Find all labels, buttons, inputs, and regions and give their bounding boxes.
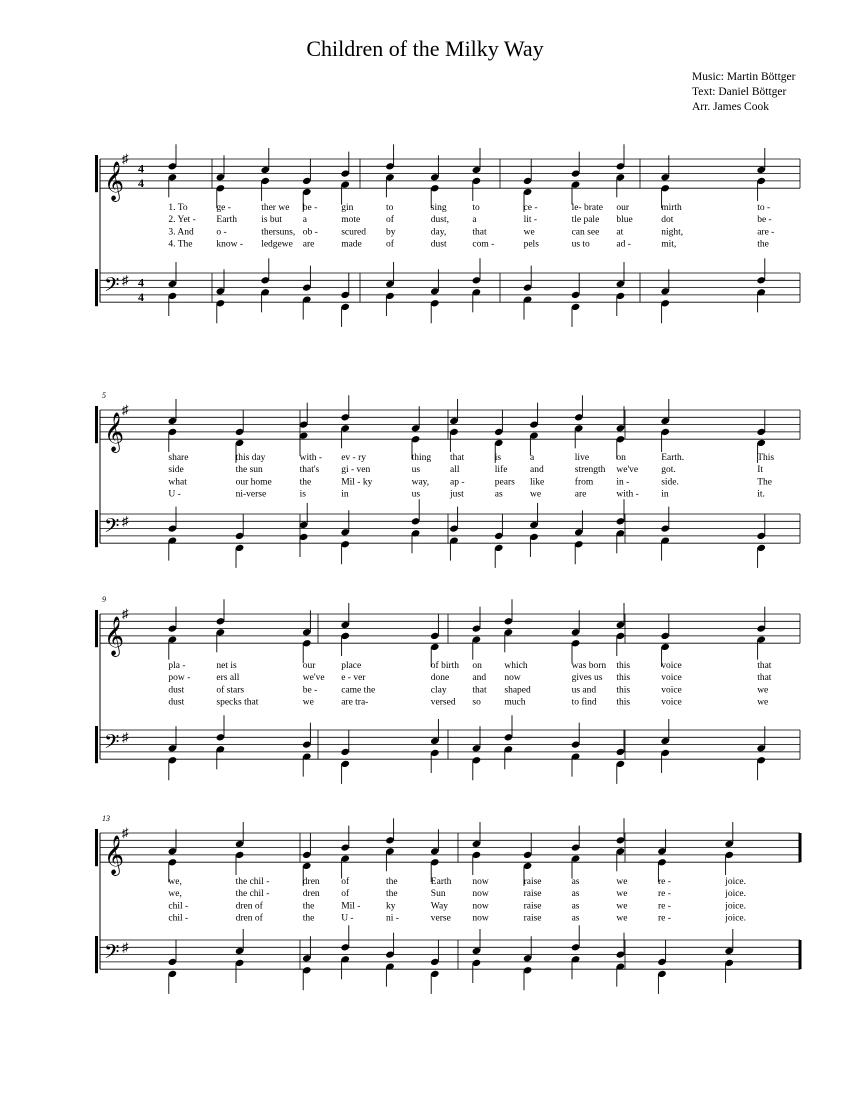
lyric-syllable: on bbox=[616, 453, 626, 463]
lyric-syllable: versed bbox=[430, 697, 456, 708]
lyric-syllable: that bbox=[450, 453, 465, 463]
lyric-syllable: gi - ven bbox=[341, 465, 371, 476]
lyric-syllable: as bbox=[494, 489, 503, 500]
lyric-syllable: that bbox=[472, 227, 487, 238]
lyric-syllable: was born bbox=[571, 661, 607, 671]
time-signature-top: 4 bbox=[138, 161, 144, 176]
lyric-syllable: verse bbox=[430, 913, 451, 924]
lyric-syllable: this bbox=[616, 685, 631, 696]
lyric-syllable: mit, bbox=[661, 239, 677, 250]
lyric-syllable: we bbox=[616, 901, 628, 912]
lyric-syllable: dust bbox=[168, 697, 185, 708]
lyric-syllable: the bbox=[386, 889, 398, 900]
treble-clef-icon: 𝄞 bbox=[104, 618, 125, 656]
lyric-syllable: U - bbox=[341, 913, 354, 924]
lyric-syllable: now bbox=[472, 877, 489, 887]
lyric-syllable: which bbox=[504, 661, 528, 671]
lyric-syllable: mirth bbox=[661, 203, 682, 213]
lyric-syllable: all bbox=[450, 465, 460, 476]
lyric-syllable: day, bbox=[430, 227, 447, 238]
lyric-syllable: gives us bbox=[571, 673, 603, 684]
lyric-syllable: much bbox=[504, 697, 526, 708]
lyric-syllable: the bbox=[299, 477, 312, 488]
lyric-syllable: of stars bbox=[216, 685, 245, 696]
lyric-syllable: clay bbox=[430, 685, 447, 696]
lyric-syllable: voice bbox=[661, 697, 682, 708]
bass-bracket bbox=[95, 510, 98, 547]
lyric-syllable: from bbox=[574, 477, 594, 488]
lyric-syllable: re - bbox=[658, 877, 671, 887]
bass-bracket bbox=[95, 726, 98, 763]
lyric-syllable: net is bbox=[216, 661, 237, 671]
lyric-syllable: to - bbox=[757, 203, 771, 213]
lyric-syllable: life bbox=[494, 465, 508, 476]
lyric-syllable: that bbox=[757, 661, 772, 671]
lyric-syllable: way, bbox=[411, 477, 430, 488]
lyric-syllable: re - bbox=[658, 913, 671, 924]
lyric-syllable: live bbox=[574, 453, 590, 463]
lyric-syllable: ers all bbox=[216, 673, 240, 684]
lyric-syllable: ad - bbox=[616, 239, 631, 250]
lyric-syllable: of bbox=[341, 889, 350, 900]
treble-bracket bbox=[95, 610, 98, 647]
lyric-syllable: that bbox=[472, 685, 487, 696]
lyric-syllable: dren of bbox=[235, 901, 263, 912]
lyric-syllable: Sun bbox=[430, 889, 446, 900]
lyric-syllable: the chil - bbox=[235, 889, 270, 900]
lyric-syllable: 1. To bbox=[168, 203, 188, 213]
lyric-syllable: we, bbox=[168, 889, 182, 900]
lyric-syllable: the chil - bbox=[235, 877, 270, 887]
lyric-syllable: ob - bbox=[302, 227, 318, 238]
lyric-syllable: joice. bbox=[725, 901, 747, 912]
lyric-syllable: dren bbox=[302, 889, 320, 900]
lyric-syllable: Earth. bbox=[661, 453, 685, 463]
treble-bracket bbox=[95, 155, 98, 192]
lyric-syllable: Way bbox=[430, 901, 448, 912]
lyric-syllable: le- brate bbox=[571, 203, 603, 213]
bass-bracket bbox=[95, 936, 98, 973]
lyric-syllable: the bbox=[302, 901, 315, 912]
lyric-syllable: us to bbox=[571, 239, 590, 250]
lyric-syllable: joice. bbox=[725, 877, 747, 887]
lyric-syllable: ther we bbox=[261, 203, 290, 213]
lyric-syllable: place bbox=[341, 661, 362, 671]
lyric-syllable: tle pale bbox=[571, 215, 600, 226]
lyric-syllable: we bbox=[302, 697, 314, 708]
bass-clef-icon: 𝄢 bbox=[104, 274, 120, 301]
lyric-syllable: the bbox=[386, 877, 398, 887]
lyric-syllable: the bbox=[757, 239, 769, 250]
lyric-syllable: a bbox=[302, 215, 308, 226]
lyric-syllable: pla - bbox=[168, 661, 186, 671]
text-credit: Text: Daniel Böttger bbox=[692, 86, 787, 98]
lyric-syllable: got. bbox=[661, 465, 676, 476]
lyric-syllable: U - bbox=[168, 489, 181, 500]
bass-bracket bbox=[95, 269, 98, 306]
lyric-syllable: of bbox=[386, 215, 394, 226]
lyric-syllable: are tra- bbox=[341, 697, 369, 708]
lyric-syllable: a bbox=[472, 215, 477, 226]
lyric-syllable: ky bbox=[386, 901, 396, 912]
lyric-syllable: joice. bbox=[725, 913, 747, 924]
lyric-syllable: Earth bbox=[430, 877, 452, 887]
sharp-key-signature-icon: ♯ bbox=[122, 825, 129, 840]
lyric-syllable: the sun bbox=[235, 465, 263, 476]
lyric-syllable: we bbox=[530, 489, 542, 500]
lyric-syllable: dust bbox=[168, 685, 185, 696]
lyric-syllable: share bbox=[168, 453, 189, 463]
lyric-syllable: re - bbox=[658, 901, 671, 912]
lyric-syllable: we bbox=[616, 889, 628, 900]
lyric-syllable: this bbox=[616, 673, 631, 684]
lyric-syllable: to find bbox=[571, 697, 597, 708]
lyric-syllable: ev - ry bbox=[341, 453, 366, 463]
music-credit: Music: Martin Böttger bbox=[692, 71, 796, 83]
lyric-syllable: now bbox=[472, 901, 489, 912]
lyric-syllable: dust bbox=[430, 239, 447, 250]
lyric-syllable: we bbox=[616, 877, 628, 887]
lyric-syllable: e - ver bbox=[341, 673, 366, 684]
lyric-syllable: The bbox=[757, 477, 772, 488]
arranger-credit: Arr. James Cook bbox=[692, 101, 769, 113]
lyric-syllable: 4. The bbox=[168, 239, 193, 250]
sharp-key-signature-icon: ♯ bbox=[122, 151, 129, 166]
lyric-syllable: scured bbox=[341, 227, 366, 238]
lyric-syllable: ce - bbox=[523, 203, 538, 213]
lyric-syllable: as bbox=[571, 889, 580, 900]
lyric-syllable: that's bbox=[299, 465, 320, 476]
time-signature-bottom: 4 bbox=[138, 290, 144, 305]
lyric-syllable: thersuns, bbox=[261, 227, 296, 238]
lyric-syllable: be - bbox=[757, 215, 772, 226]
sharp-key-signature-icon: ♯ bbox=[122, 272, 129, 288]
measure-number: 9 bbox=[102, 595, 106, 604]
score-title: Children of the Milky Way bbox=[306, 36, 544, 61]
lyric-syllable: is bbox=[494, 453, 502, 463]
lyric-syllable: pears bbox=[494, 477, 515, 488]
lyric-syllable: can see bbox=[571, 227, 600, 238]
sharp-key-signature-icon: ♯ bbox=[122, 402, 129, 417]
measure-number: 5 bbox=[102, 391, 106, 400]
lyric-syllable: raise bbox=[523, 877, 542, 887]
lyric-syllable: know - bbox=[216, 239, 244, 250]
bass-clef-icon: 𝄢 bbox=[104, 515, 120, 542]
sharp-key-signature-icon: ♯ bbox=[122, 729, 129, 745]
lyric-syllable: are - bbox=[757, 227, 775, 238]
lyric-syllable: re - bbox=[658, 889, 671, 900]
lyric-syllable: so bbox=[472, 697, 481, 708]
lyric-syllable: just bbox=[450, 489, 464, 500]
lyric-syllable: made bbox=[341, 239, 362, 250]
lyric-syllable: us and bbox=[571, 685, 597, 696]
lyric-syllable: and bbox=[472, 673, 487, 684]
lyric-syllable: at bbox=[616, 227, 624, 238]
lyric-syllable: ni - bbox=[386, 913, 399, 924]
lyric-syllable: chil - bbox=[168, 913, 189, 924]
lyric-syllable: a bbox=[530, 453, 535, 463]
sharp-key-signature-icon: ♯ bbox=[122, 939, 129, 955]
lyric-syllable: pels bbox=[523, 239, 539, 250]
bass-clef-icon: 𝄢 bbox=[104, 941, 120, 968]
treble-clef-icon: 𝄞 bbox=[104, 414, 125, 452]
lyric-syllable: this bbox=[616, 697, 631, 708]
lyric-syllable: dust, bbox=[430, 215, 450, 226]
lyric-syllable: as bbox=[571, 901, 580, 912]
lyric-syllable: now bbox=[504, 673, 521, 684]
lyric-syllable: now bbox=[472, 913, 489, 924]
lyric-syllable: ap - bbox=[450, 477, 465, 488]
lyric-syllable: on bbox=[472, 661, 482, 671]
lyric-syllable: Mil - ky bbox=[341, 477, 373, 488]
lyric-syllable: what bbox=[168, 477, 187, 488]
lyric-syllable: in - bbox=[616, 477, 630, 488]
lyric-syllable: with - bbox=[616, 489, 639, 500]
lyric-syllable: Earth bbox=[216, 215, 237, 226]
lyric-syllable: chil - bbox=[168, 901, 189, 912]
lyric-syllable: 2. Yet - bbox=[168, 215, 196, 226]
lyric-syllable: like bbox=[530, 477, 545, 488]
lyric-syllable: we bbox=[523, 227, 535, 238]
time-signature-top: 4 bbox=[138, 275, 144, 290]
lyric-syllable: we bbox=[616, 913, 628, 924]
lyric-syllable: ledgewe bbox=[261, 239, 293, 250]
lyric-syllable: of bbox=[341, 877, 350, 887]
lyric-syllable: of bbox=[386, 239, 394, 250]
sharp-key-signature-icon: ♯ bbox=[122, 513, 129, 529]
lyric-syllable: side bbox=[168, 465, 184, 476]
lyric-syllable: we've bbox=[302, 673, 325, 684]
lyric-syllable: joice. bbox=[725, 889, 747, 900]
lyric-syllable: our bbox=[616, 203, 630, 213]
lyric-syllable: dren of bbox=[235, 913, 263, 924]
lyric-syllable: voice bbox=[661, 661, 682, 671]
treble-bracket bbox=[95, 829, 98, 866]
lyric-syllable: pow - bbox=[168, 673, 191, 684]
lyric-syllable: ge - bbox=[216, 203, 231, 213]
lyric-syllable: raise bbox=[523, 913, 542, 924]
lyric-syllable: this day bbox=[235, 453, 266, 463]
lyric-syllable: com - bbox=[472, 239, 495, 250]
treble-bracket bbox=[95, 406, 98, 443]
lyric-syllable: side. bbox=[661, 477, 679, 488]
lyric-syllable: blue bbox=[616, 215, 633, 226]
lyric-syllable: now bbox=[472, 889, 489, 900]
lyric-syllable: gin bbox=[341, 203, 354, 213]
lyric-syllable: Mil - bbox=[341, 901, 361, 912]
lyric-syllable: thing bbox=[411, 453, 432, 463]
lyric-syllable: 3. And bbox=[168, 227, 194, 238]
lyric-syllable: is bbox=[299, 489, 306, 500]
lyric-syllable: sing bbox=[430, 203, 447, 213]
lyric-syllable: night, bbox=[661, 227, 684, 238]
lyric-syllable: This bbox=[757, 453, 775, 463]
lyric-syllable: voice bbox=[661, 685, 682, 696]
lyric-syllable: are bbox=[574, 489, 587, 500]
lyric-syllable: in bbox=[341, 489, 349, 500]
lyric-syllable: us bbox=[411, 465, 421, 476]
lyric-syllable: raise bbox=[523, 901, 542, 912]
lyric-syllable: as bbox=[571, 877, 580, 887]
lyric-syllable: lit - bbox=[523, 215, 538, 226]
lyric-syllable: specks that bbox=[216, 697, 259, 708]
lyric-syllable: it. bbox=[757, 489, 765, 500]
lyric-syllable: to bbox=[472, 203, 480, 213]
treble-clef-icon: 𝄞 bbox=[104, 837, 125, 875]
lyric-syllable: be - bbox=[302, 685, 318, 696]
lyric-syllable: It bbox=[757, 465, 764, 476]
lyric-syllable: with - bbox=[299, 453, 323, 463]
lyric-syllable: are bbox=[302, 239, 315, 250]
bass-clef-icon: 𝄢 bbox=[104, 731, 120, 758]
lyric-syllable: of birth bbox=[430, 661, 460, 671]
lyric-syllable: and bbox=[530, 465, 544, 476]
lyric-syllable: strength bbox=[574, 465, 606, 476]
lyric-syllable: dot bbox=[661, 215, 674, 226]
lyric-syllable: we've bbox=[616, 465, 639, 476]
lyric-syllable: came the bbox=[341, 685, 376, 696]
lyric-syllable: to bbox=[386, 203, 394, 213]
lyric-syllable: we bbox=[757, 697, 769, 708]
sharp-key-signature-icon: ♯ bbox=[122, 606, 129, 621]
treble-clef-icon: 𝄞 bbox=[104, 163, 125, 201]
lyric-syllable: by bbox=[386, 227, 396, 238]
lyric-syllable: our home bbox=[235, 477, 272, 488]
lyric-syllable: raise bbox=[523, 889, 542, 900]
time-signature-bottom: 4 bbox=[138, 176, 144, 191]
lyric-syllable: that bbox=[757, 673, 772, 684]
lyric-syllable: voice bbox=[661, 673, 682, 684]
lyric-syllable: in bbox=[661, 489, 669, 500]
lyric-syllable: dren bbox=[302, 877, 320, 887]
lyric-syllable: shaped bbox=[504, 685, 531, 696]
lyric-syllable: us bbox=[411, 489, 421, 500]
lyric-syllable: we bbox=[757, 685, 769, 696]
lyric-syllable: done bbox=[430, 673, 450, 684]
lyric-syllable: mote bbox=[341, 215, 361, 226]
lyric-syllable: is but bbox=[261, 215, 283, 226]
measure-number: 13 bbox=[102, 814, 110, 823]
lyric-syllable: ni-verse bbox=[235, 489, 267, 500]
lyric-syllable: this bbox=[616, 661, 631, 671]
lyric-syllable: be - bbox=[302, 203, 318, 213]
lyric-syllable: the bbox=[302, 913, 315, 924]
lyric-syllable: o - bbox=[216, 227, 227, 238]
lyric-syllable: as bbox=[571, 913, 580, 924]
lyric-syllable: our bbox=[302, 661, 316, 671]
lyric-syllable: we, bbox=[168, 877, 182, 887]
